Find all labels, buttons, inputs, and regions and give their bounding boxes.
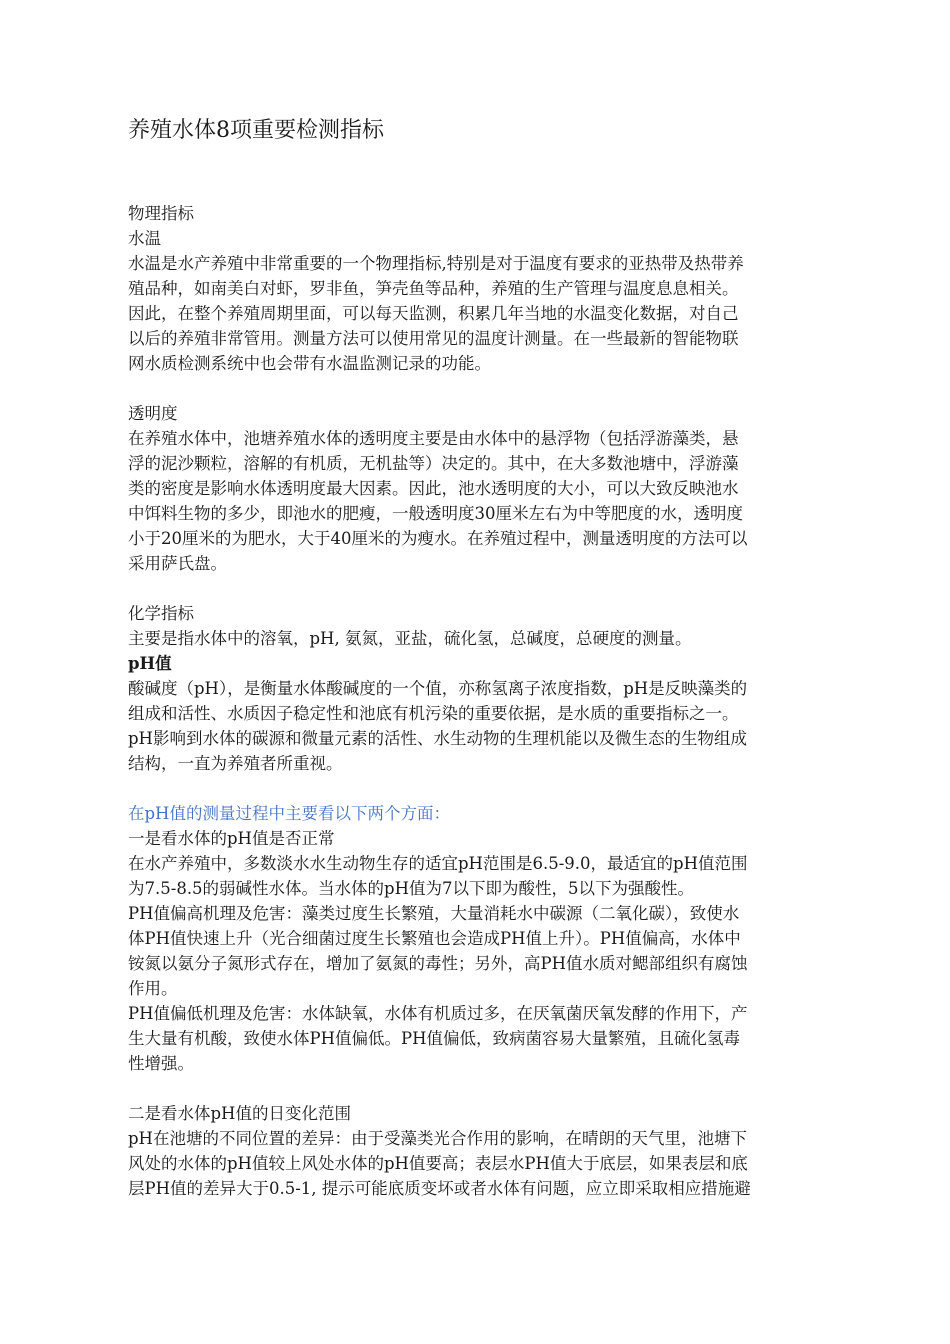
- paragraph-line: 因此，在整个养殖周期里面，可以每天监测，积累几年当地的水温变化数据，对自己: [128, 304, 739, 323]
- paragraph-line: 水温是水产养殖中非常重要的一个物理指标,特别是对于温度有要求的亚热带及热带养: [128, 254, 744, 273]
- paragraph-line: 在养殖水体中，池塘养殖水体的透明度主要是由水体中的悬浮物（包括浮游藻类，悬: [128, 429, 739, 448]
- subheading-ph-normal: 一是看水体的pH值是否正常: [128, 829, 335, 848]
- subheading-water-temp: 水温: [128, 229, 161, 248]
- paragraph-line: 体PH值快速上升（光合细菌过度生长繁殖也会造成PH值上升）。PH值偏高，水体中: [128, 929, 741, 948]
- paragraph-gap: [128, 576, 856, 601]
- subheading-ph-daily: 二是看水体pH值的日变化范围: [128, 1104, 351, 1123]
- paragraph-water-temp: [128, 251, 856, 376]
- paragraph-line: 风处的水体的pH值较上风处水体的pH值要高；表层水PH值大于底层，如果表层和底: [128, 1154, 748, 1173]
- paragraph-chemical: 主要是指水体中的溶氧，pH, 氨氮，亚盐，硫化氢，总碱度，总硬度的测量。: [128, 629, 692, 648]
- paragraph-line: 殖品种，如南美白对虾，罗非鱼，笋壳鱼等品种，养殖的生产管理与温度息息相关。: [128, 279, 739, 298]
- paragraph-line: 类的密度是影响水体透明度最大因素。因此，池水透明度的大小，可以大致反映池水: [128, 479, 739, 498]
- paragraph-line: 以后的养殖非常管用。测量方法可以使用常见的温度计测量。在一些最新的智能物联: [128, 329, 739, 348]
- paragraph-line: 酸碱度（pH），是衡量水体酸碱度的一个值，亦称氢离子浓度指数，pH是反映藻类的: [128, 679, 748, 698]
- paragraph-line: 采用萨氏盘。: [128, 554, 227, 573]
- paragraph-ph-daily: [128, 1126, 856, 1201]
- document-body: [128, 201, 856, 1201]
- paragraph-gap: [128, 376, 856, 401]
- subheading-ph: pH值: [128, 654, 172, 673]
- paragraph-ph-high: [128, 901, 856, 1001]
- paragraph-line: 铵氮以氨分子氮形式存在，增加了氨氮的毒性；另外，高PH值水质对鳃部组织有腐蚀: [128, 954, 748, 973]
- paragraph-transparency: [128, 426, 856, 576]
- paragraph-line: 层PH值的差异大于0.5-1, 提示可能底质变坏或者水体有问题，应立即采取相应措施避: [128, 1179, 751, 1198]
- paragraph-line: pH在池塘的不同位置的差异：由于受藻类光合作用的影响，在晴朗的天气里，池塘下: [128, 1129, 747, 1148]
- paragraph-line: 小于20厘米的为肥水，大于40厘米的为瘦水。在养殖过程中，测量透明度的方法可以: [128, 529, 748, 548]
- paragraph-line: 组成和活性、水质因子稳定性和池底有机污染的重要依据，是水质的重要指标之一。: [128, 704, 739, 723]
- paragraph-line: 网水质检测系统中也会带有水温监测记录的功能。: [128, 354, 491, 373]
- paragraph-gap: [128, 1076, 856, 1101]
- paragraph-line: PH值偏高机理及危害：藻类过度生长繁殖，大量消耗水中碳源（二氧化碳），致使水: [128, 904, 740, 923]
- paragraph-line: 在水产养殖中，多数淡水水生动物生存的适宜pH范围是6.5-9.0，最适宜的pH值范围: [128, 854, 748, 873]
- paragraph-line: 为7.5-8.5的弱碱性水体。当水体的pH值为7以下即为酸性，5以下为强酸性。: [128, 879, 695, 898]
- document-title: 养殖水体8项重要检测指标: [128, 118, 384, 143]
- subheading-ph-measure: 在pH值的测量过程中主要看以下两个方面：: [128, 804, 450, 823]
- paragraph-line: 结构，一直为养殖者所重视。: [128, 754, 343, 773]
- paragraph-line: 性增强。: [128, 1054, 194, 1073]
- paragraph-line: 浮的泥沙颗粒，溶解的有机质，无机盐等）决定的。其中，在大多数池塘中，浮游藻: [128, 454, 739, 473]
- section-heading-physical: 物理指标: [128, 204, 194, 223]
- paragraph-ph: [128, 676, 856, 776]
- subheading-transparency: 透明度: [128, 404, 178, 423]
- paragraph-ph-low: [128, 1001, 856, 1076]
- paragraph-gap: [128, 776, 856, 801]
- paragraph-line: 作用。: [128, 979, 178, 998]
- paragraph-line: 中饵料生物的多少，即池水的肥瘦，一般透明度30厘米左右为中等肥度的水，透明度: [128, 504, 743, 523]
- paragraph-line: pH影响到水体的碳源和微量元素的活性、水生动物的生理机能以及微生态的生物组成: [128, 729, 747, 748]
- paragraph-line: PH值偏低机理及危害：水体缺氧，水体有机质过多，在厌氧菌厌氧发酵的作用下，产: [128, 1004, 748, 1023]
- section-heading-chemical: 化学指标: [128, 604, 194, 623]
- paragraph-line: 生大量有机酸，致使水体PH值偏低。PH值偏低，致病菌容易大量繁殖，且硫化氢毒: [128, 1029, 740, 1048]
- paragraph-ph-normal: [128, 851, 856, 901]
